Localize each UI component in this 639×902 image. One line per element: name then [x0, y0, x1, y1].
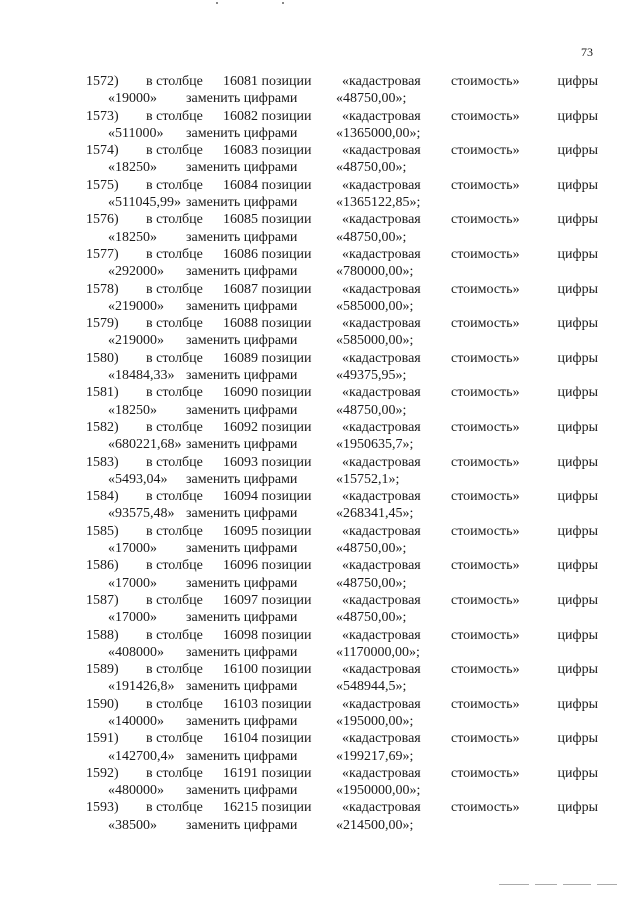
- old-value: «17000»: [108, 575, 157, 591]
- digits-word: цифры: [557, 419, 598, 435]
- column-phrase: в столбце: [146, 489, 203, 505]
- new-value: «48750,00»;: [336, 575, 407, 591]
- field-name-end: стоимость»: [451, 212, 520, 228]
- new-value: «1365000,00»;: [336, 125, 421, 141]
- amendment-entry: [86, 661, 598, 696]
- position-phrase: 16098 позиции: [223, 627, 312, 643]
- position-phrase: 16089 позиции: [223, 350, 312, 366]
- entry-second-line: [86, 713, 598, 730]
- entry-number: 1574): [86, 143, 119, 159]
- new-value: «585000,00»;: [336, 298, 414, 314]
- entry-second-line: [86, 332, 598, 349]
- scan-artifact-top: [208, 0, 298, 8]
- old-value: «18250»: [108, 160, 157, 176]
- position-phrase: 16083 позиции: [223, 143, 312, 159]
- entry-first-line: [86, 488, 598, 505]
- field-name-end: стоимость»: [451, 316, 520, 332]
- field-name-start: «кадастровая: [342, 212, 421, 228]
- column-phrase: в столбце: [146, 731, 203, 747]
- old-value: «219000»: [108, 298, 164, 314]
- amendment-entry: [86, 384, 598, 419]
- position-phrase: 16103 позиции: [223, 696, 312, 712]
- new-value: «48750,00»;: [336, 541, 407, 557]
- replace-phrase: заменить цифрами: [186, 713, 298, 729]
- entry-second-line: [86, 644, 598, 661]
- position-phrase: 16104 позиции: [223, 731, 312, 747]
- entry-second-line: [86, 90, 598, 107]
- field-name-end: стоимость»: [451, 696, 520, 712]
- position-phrase: 16086 позиции: [223, 246, 312, 262]
- entry-number: 1582): [86, 419, 119, 435]
- column-phrase: в столбце: [146, 177, 203, 193]
- position-phrase: 16087 позиции: [223, 281, 312, 297]
- entry-second-line: [86, 540, 598, 557]
- field-name-start: «кадастровая: [342, 627, 421, 643]
- new-value: «1170000,00»;: [336, 644, 420, 660]
- field-name-start: «кадастровая: [342, 765, 421, 781]
- entry-number: 1573): [86, 108, 119, 124]
- amendment-entry: [86, 557, 598, 592]
- field-name-end: стоимость»: [451, 281, 520, 297]
- entry-number: 1578): [86, 281, 119, 297]
- entry-second-line: [86, 229, 598, 246]
- replace-phrase: заменить цифрами: [186, 402, 298, 418]
- entry-first-line: [86, 142, 598, 159]
- replace-phrase: заменить цифрами: [186, 91, 298, 107]
- new-value: «48750,00»;: [336, 160, 407, 176]
- replace-phrase: заменить цифрами: [186, 437, 298, 453]
- field-name-end: стоимость»: [451, 800, 520, 816]
- entry-second-line: [86, 263, 598, 280]
- entry-second-line: [86, 782, 598, 799]
- entry-second-line: [86, 505, 598, 522]
- replace-phrase: заменить цифрами: [186, 298, 298, 314]
- digits-word: цифры: [557, 454, 598, 470]
- digits-word: цифры: [557, 731, 598, 747]
- replace-phrase: заменить цифрами: [186, 229, 298, 245]
- replace-phrase: заменить цифрами: [186, 195, 298, 211]
- entry-first-line: [86, 454, 598, 471]
- entry-number: 1588): [86, 627, 119, 643]
- field-name-end: стоимость»: [451, 731, 520, 747]
- field-name-start: «кадастровая: [342, 74, 421, 89]
- entry-first-line: [86, 592, 598, 609]
- column-phrase: в столбце: [146, 627, 203, 643]
- entry-number: 1572): [86, 74, 119, 89]
- column-phrase: в столбце: [146, 662, 203, 678]
- amendment-entry: [86, 592, 598, 627]
- entry-second-line: [86, 159, 598, 176]
- field-name-end: стоимость»: [451, 592, 520, 608]
- amendment-entry: [86, 627, 598, 662]
- field-name-end: стоимость»: [451, 489, 520, 505]
- amendment-entry: [86, 419, 598, 454]
- amendment-entry: [86, 281, 598, 316]
- old-value: «511045,99»: [108, 195, 181, 211]
- amendment-entry: [86, 211, 598, 246]
- amendment-entry: [86, 523, 598, 558]
- entry-second-line: [86, 298, 598, 315]
- new-value: «199217,69»;: [336, 748, 414, 764]
- old-value: «19000»: [108, 91, 157, 107]
- entry-number: 1591): [86, 731, 119, 747]
- entry-second-line: [86, 817, 598, 834]
- entry-second-line: [86, 125, 598, 142]
- position-phrase: 16093 позиции: [223, 454, 312, 470]
- replace-phrase: заменить цифрами: [186, 333, 298, 349]
- entry-first-line: [86, 177, 598, 194]
- column-phrase: в столбце: [146, 800, 203, 816]
- field-name-end: стоимость»: [451, 350, 520, 366]
- amendment-list: [86, 73, 598, 834]
- replace-phrase: заменить цифрами: [186, 264, 298, 280]
- column-phrase: в столбце: [146, 281, 203, 297]
- field-name-start: «кадастровая: [342, 523, 421, 539]
- digits-word: цифры: [557, 662, 598, 678]
- column-phrase: в столбце: [146, 696, 203, 712]
- digits-word: цифры: [557, 627, 598, 643]
- position-phrase: 16088 позиции: [223, 316, 312, 332]
- amendment-entry: [86, 246, 598, 281]
- old-value: «5493,04»: [108, 471, 168, 487]
- digits-word: цифры: [557, 523, 598, 539]
- digits-word: цифры: [557, 281, 598, 297]
- replace-phrase: заменить цифрами: [186, 748, 298, 764]
- position-phrase: 16084 позиции: [223, 177, 312, 193]
- field-name-start: «кадастровая: [342, 281, 421, 297]
- entry-first-line: [86, 696, 598, 713]
- new-value: «780000,00»;: [336, 264, 414, 280]
- position-phrase: 16094 позиции: [223, 489, 312, 505]
- entry-second-line: [86, 436, 598, 453]
- new-value: «1950000,00»;: [336, 783, 421, 799]
- entry-number: 1579): [86, 316, 119, 332]
- entry-second-line: [86, 194, 598, 211]
- old-value: «292000»: [108, 264, 164, 280]
- entry-number: 1584): [86, 489, 119, 505]
- replace-phrase: заменить цифрами: [186, 679, 298, 695]
- replace-phrase: заменить цифрами: [186, 644, 298, 660]
- entry-second-line: [86, 678, 598, 695]
- new-value: «15752,1»;: [336, 471, 400, 487]
- field-name-start: «кадастровая: [342, 419, 421, 435]
- entry-first-line: [86, 73, 598, 90]
- entry-first-line: [86, 765, 598, 782]
- entry-number: 1583): [86, 454, 119, 470]
- new-value: «585000,00»;: [336, 333, 414, 349]
- field-name-start: «кадастровая: [342, 696, 421, 712]
- old-value: «219000»: [108, 333, 164, 349]
- column-phrase: в столбце: [146, 316, 203, 332]
- new-value: «268341,45»;: [336, 506, 414, 522]
- column-phrase: в столбце: [146, 523, 203, 539]
- column-phrase: в столбце: [146, 419, 203, 435]
- new-value: «48750,00»;: [336, 229, 407, 245]
- replace-phrase: заменить цифрами: [186, 125, 298, 141]
- entry-first-line: [86, 661, 598, 678]
- column-phrase: в столбце: [146, 350, 203, 366]
- column-phrase: в столбце: [146, 212, 203, 228]
- new-value: «48750,00»;: [336, 402, 407, 418]
- field-name-end: стоимость»: [451, 385, 520, 401]
- scan-artifact-bottom: [499, 882, 619, 888]
- amendment-entry: [86, 108, 598, 143]
- amendment-entry: [86, 177, 598, 212]
- field-name-start: «кадастровая: [342, 662, 421, 678]
- amendment-entry: [86, 730, 598, 765]
- digits-word: цифры: [557, 350, 598, 366]
- entry-number: 1575): [86, 177, 119, 193]
- amendment-entry: [86, 315, 598, 350]
- entry-number: 1593): [86, 800, 119, 816]
- digits-word: цифры: [557, 489, 598, 505]
- column-phrase: в столбце: [146, 592, 203, 608]
- field-name-end: стоимость»: [451, 765, 520, 781]
- old-value: «17000»: [108, 541, 157, 557]
- field-name-start: «кадастровая: [342, 489, 421, 505]
- field-name-start: «кадастровая: [342, 350, 421, 366]
- digits-word: цифры: [557, 800, 598, 816]
- entry-second-line: [86, 367, 598, 384]
- digits-word: цифры: [557, 696, 598, 712]
- entry-number: 1580): [86, 350, 119, 366]
- field-name-end: стоимость»: [451, 108, 520, 124]
- entry-first-line: [86, 281, 598, 298]
- field-name-start: «кадастровая: [342, 108, 421, 124]
- amendment-entry: [86, 765, 598, 800]
- position-phrase: 16085 позиции: [223, 212, 312, 228]
- entry-first-line: [86, 108, 598, 125]
- new-value: «1365122,85»;: [336, 195, 421, 211]
- entry-number: 1577): [86, 246, 119, 262]
- digits-word: цифры: [557, 212, 598, 228]
- field-name-start: «кадастровая: [342, 592, 421, 608]
- old-value: «511000»: [108, 125, 164, 141]
- digits-word: цифры: [557, 108, 598, 124]
- position-phrase: 16097 позиции: [223, 592, 312, 608]
- digits-word: цифры: [557, 316, 598, 332]
- entry-second-line: [86, 748, 598, 765]
- column-phrase: в столбце: [146, 454, 203, 470]
- old-value: «18484,33»: [108, 368, 175, 384]
- column-phrase: в столбце: [146, 558, 203, 574]
- entry-number: 1586): [86, 558, 119, 574]
- entry-first-line: [86, 730, 598, 747]
- entry-first-line: [86, 523, 598, 540]
- field-name-start: «кадастровая: [342, 731, 421, 747]
- digits-word: цифры: [557, 177, 598, 193]
- entry-number: 1590): [86, 696, 119, 712]
- entry-second-line: [86, 575, 598, 592]
- field-name-start: «кадастровая: [342, 177, 421, 193]
- digits-word: цифры: [557, 74, 598, 89]
- field-name-start: «кадастровая: [342, 316, 421, 332]
- new-value: «49375,95»;: [336, 368, 407, 384]
- column-phrase: в столбце: [146, 143, 203, 159]
- old-value: «140000»: [108, 713, 164, 729]
- position-phrase: 16092 позиции: [223, 419, 312, 435]
- column-phrase: в столбце: [146, 246, 203, 262]
- entry-first-line: [86, 557, 598, 574]
- old-value: «191426,8»: [108, 679, 175, 695]
- entry-first-line: [86, 246, 598, 263]
- old-value: «17000»: [108, 610, 157, 626]
- position-phrase: 16095 позиции: [223, 523, 312, 539]
- replace-phrase: заменить цифрами: [186, 575, 298, 591]
- entry-first-line: [86, 350, 598, 367]
- field-name-end: стоимость»: [451, 74, 520, 89]
- replace-phrase: заменить цифрами: [186, 471, 298, 487]
- entry-second-line: [86, 471, 598, 488]
- entry-number: 1581): [86, 385, 119, 401]
- old-value: «142700,4»: [108, 748, 175, 764]
- field-name-end: стоимость»: [451, 246, 520, 262]
- amendment-entry: [86, 488, 598, 523]
- field-name-end: стоимость»: [451, 558, 520, 574]
- replace-phrase: заменить цифрами: [186, 541, 298, 557]
- field-name-start: «кадастровая: [342, 143, 421, 159]
- position-phrase: 16081 позиции: [223, 74, 312, 89]
- field-name-end: стоимость»: [451, 454, 520, 470]
- entry-first-line: [86, 419, 598, 436]
- new-value: «48750,00»;: [336, 610, 407, 626]
- field-name-end: стоимость»: [451, 143, 520, 159]
- field-name-end: стоимость»: [451, 177, 520, 193]
- field-name-start: «кадастровая: [342, 558, 421, 574]
- field-name-start: «кадастровая: [342, 385, 421, 401]
- field-name-end: стоимость»: [451, 627, 520, 643]
- replace-phrase: заменить цифрами: [186, 160, 298, 176]
- replace-phrase: заменить цифрами: [186, 783, 298, 799]
- column-phrase: в столбце: [146, 385, 203, 401]
- old-value: «680221,68»: [108, 437, 182, 453]
- entry-first-line: [86, 799, 598, 816]
- position-phrase: 16096 позиции: [223, 558, 312, 574]
- column-phrase: в столбце: [146, 74, 203, 89]
- digits-word: цифры: [557, 143, 598, 159]
- entry-second-line: [86, 609, 598, 626]
- old-value: «18250»: [108, 402, 157, 418]
- page-number: 73: [581, 45, 593, 59]
- entry-first-line: [86, 315, 598, 332]
- field-name-end: стоимость»: [451, 523, 520, 539]
- entry-first-line: [86, 384, 598, 401]
- amendment-entry: [86, 350, 598, 385]
- replace-phrase: заменить цифрами: [186, 817, 298, 833]
- old-value: «18250»: [108, 229, 157, 245]
- position-phrase: 16191 позиции: [223, 765, 312, 781]
- old-value: «408000»: [108, 644, 164, 660]
- field-name-end: стоимость»: [451, 419, 520, 435]
- entry-number: 1585): [86, 523, 119, 539]
- old-value: «38500»: [108, 817, 157, 833]
- field-name-end: стоимость»: [451, 662, 520, 678]
- position-phrase: 16100 позиции: [223, 662, 312, 678]
- new-value: «548944,5»;: [336, 679, 407, 695]
- new-value: «195000,00»;: [336, 713, 414, 729]
- amendment-entry: [86, 696, 598, 731]
- digits-word: цифры: [557, 385, 598, 401]
- new-value: «48750,00»;: [336, 91, 407, 107]
- entry-number: 1576): [86, 212, 119, 228]
- position-phrase: 16215 позиции: [223, 800, 312, 816]
- entry-second-line: [86, 402, 598, 419]
- replace-phrase: заменить цифрами: [186, 506, 298, 522]
- digits-word: цифры: [557, 765, 598, 781]
- digits-word: цифры: [557, 246, 598, 262]
- entry-number: 1587): [86, 592, 119, 608]
- replace-phrase: заменить цифрами: [186, 368, 298, 384]
- field-name-start: «кадастровая: [342, 246, 421, 262]
- amendment-entry: [86, 73, 598, 108]
- position-phrase: 16082 позиции: [223, 108, 312, 124]
- entry-number: 1592): [86, 765, 119, 781]
- amendment-entry: [86, 142, 598, 177]
- field-name-start: «кадастровая: [342, 800, 421, 816]
- digits-word: цифры: [557, 592, 598, 608]
- position-phrase: 16090 позиции: [223, 385, 312, 401]
- old-value: «93575,48»: [108, 506, 175, 522]
- digits-word: цифры: [557, 558, 598, 574]
- field-name-start: «кадастровая: [342, 454, 421, 470]
- entry-first-line: [86, 627, 598, 644]
- entry-number: 1589): [86, 662, 119, 678]
- old-value: «480000»: [108, 783, 164, 799]
- entry-first-line: [86, 211, 598, 228]
- amendment-entry: [86, 454, 598, 489]
- new-value: «1950635,7»;: [336, 437, 414, 453]
- column-phrase: в столбце: [146, 765, 203, 781]
- new-value: «214500,00»;: [336, 817, 414, 833]
- column-phrase: в столбце: [146, 108, 203, 124]
- replace-phrase: заменить цифрами: [186, 610, 298, 626]
- amendment-entry: [86, 799, 598, 834]
